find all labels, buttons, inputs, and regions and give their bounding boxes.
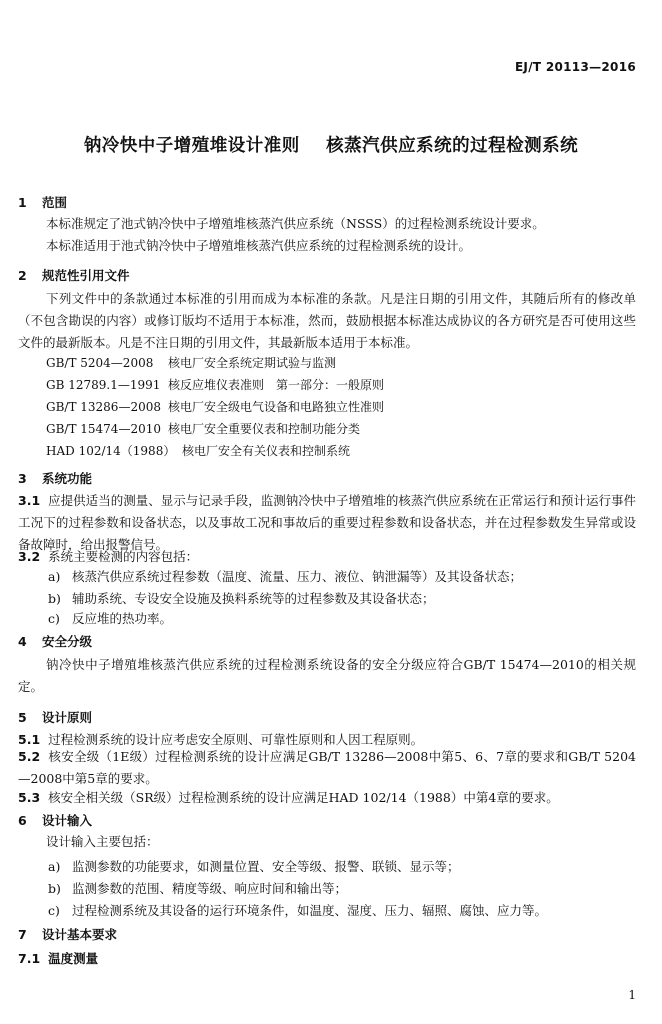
list-text: 监测参数的范围、精度等级、响应时间和输出等； xyxy=(72,881,348,896)
clause-3-2 xyxy=(18,547,198,565)
section-title: 规范性引用文件 xyxy=(42,268,130,283)
reference-title: 核电厂安全重要仪表和控制功能分类 xyxy=(168,422,361,436)
reference-code: GB/T 5204—2008 xyxy=(46,356,154,370)
section-title: 设计输入 xyxy=(42,813,93,828)
page-number: 1 xyxy=(628,988,636,1002)
reference-title: 核电厂安全系统定期试验与监测 xyxy=(168,356,337,370)
clause-text: 过程检测系统的设计应考虑安全原则、可靠性原则和人因工程原则。 xyxy=(48,732,424,747)
section-title: 设计原则 xyxy=(42,710,93,725)
clause-7-1 xyxy=(18,949,98,967)
clause-5-2 xyxy=(18,746,636,790)
section-number: 6 xyxy=(18,813,27,828)
list-text: 过程检测系统及其设备的运行环境条件，如温度、湿度、压力、辐照、腐蚀、应力等。 xyxy=(72,903,548,918)
clause-text: 核安全相关级（SR级）过程检测系统的设计应满足HAD 102/14（1988）中第4章的要求。 xyxy=(48,790,559,805)
reference-title: 核电厂安全有关仪表和控制系统 xyxy=(182,444,351,458)
list-marker: c) xyxy=(48,611,60,626)
section-number: 4 xyxy=(18,634,27,649)
section-number: 5 xyxy=(18,710,27,725)
list-marker: c) xyxy=(48,903,60,918)
list-marker: a) xyxy=(48,569,61,584)
reference-code: HAD 102/14（1988） xyxy=(46,444,176,458)
normative-references-paragraph: 下列文件中的条款通过本标准的引用而成为本标准的条款。凡是注日期的引用文件，其随后所有的修改单（不包含勘误的内容）或修订版均不适用于本标准，然而，鼓励根据本标准达成协议的各方研究是否可使用这些文件的最新版本。凡是不注日期的引用文件，其最新版本适用于本标准。 xyxy=(18,291,636,350)
list-text: 反应堆的热功率。 xyxy=(72,611,173,626)
reference-title: 核电厂安全级电气设备和电路独立性准则 xyxy=(168,400,385,414)
list-item xyxy=(48,609,172,627)
clause-5-3 xyxy=(18,788,559,806)
reference-item xyxy=(46,376,384,393)
scope-paragraph-2: 本标准适用于池式钠冷快中子增殖堆核蒸汽供应系统的过程检测系统的设计。 xyxy=(46,238,472,253)
section-5-heading xyxy=(18,708,92,726)
section-2-heading xyxy=(18,266,130,284)
list-text: 监测参数的功能要求，如测量位置、安全等级、报警、联锁、显示等； xyxy=(72,859,460,874)
clause-number: 7.1 xyxy=(18,951,41,966)
design-input-intro: 设计输入主要包括： xyxy=(46,834,159,849)
section-1-heading xyxy=(18,193,67,211)
list-item xyxy=(48,567,522,585)
section-3-heading xyxy=(18,469,92,487)
list-item xyxy=(48,901,547,919)
section-4-heading xyxy=(18,632,92,650)
list-marker: a) xyxy=(48,859,61,874)
reference-item xyxy=(46,354,336,371)
clause-number: 5.1 xyxy=(18,732,41,747)
reference-code: GB/T 13286—2008 xyxy=(46,400,161,414)
section-7-heading xyxy=(18,925,117,943)
document-title: 钠冷快中子增殖堆设计准则 核蒸汽供应系统的过程检测系统 xyxy=(83,136,579,156)
reference-item xyxy=(46,398,384,415)
section-number: 1 xyxy=(18,195,27,210)
section-title: 设计基本要求 xyxy=(42,927,118,942)
safety-classification-paragraph: 钠冷快中子增殖堆核蒸汽供应系统的过程检测系统设备的安全分级应符合GB/T 15474—2010的相关规定。 xyxy=(18,657,636,694)
scope-paragraph-1: 本标准规定了池式钠冷快中子增殖堆核蒸汽供应系统（NSSS）的过程检测系统设计要求。 xyxy=(46,216,545,231)
section-title: 系统功能 xyxy=(42,471,93,486)
list-marker: b) xyxy=(48,881,61,896)
reference-title: 核反应堆仪表准则 第一部分：一般原则 xyxy=(168,378,385,392)
list-item xyxy=(48,857,460,875)
section-number: 3 xyxy=(18,471,27,486)
reference-item xyxy=(46,442,350,459)
list-text: 辅助系统、专设安全设施及换料系统等的过程参数及其设备状态； xyxy=(72,591,435,606)
clause-number: 3.1 xyxy=(18,493,41,508)
clause-number: 5.3 xyxy=(18,790,41,805)
reference-code: GB 12789.1—1991 xyxy=(46,378,161,392)
list-item xyxy=(48,589,435,607)
clause-text: 应提供适当的测量、显示与记录手段，监测钠冷快中子增殖堆的核蒸汽供应系统在正常运行和预计运行事件工况下的过程参数和设备状态，以及事故工况和事故后的重要过程参数和设备状态，并在过程参数发生异常或设备故障时，给出报警信号。 xyxy=(18,493,636,552)
section-number: 7 xyxy=(18,927,27,942)
standard-code: EJ/T 20113—2016 xyxy=(514,60,636,74)
clause-text: 核安全级（1E级）过程检测系统的设计应满足GB/T 13286—2008中第5、6、7章的要求和GB/T 5204—2008中第5章的要求。 xyxy=(18,749,636,786)
reference-item xyxy=(46,420,360,437)
section-number: 2 xyxy=(18,268,27,283)
list-item xyxy=(48,879,347,897)
reference-code: GB/T 15474—2010 xyxy=(46,422,161,436)
clause-text: 系统主要检测的内容包括： xyxy=(48,549,199,564)
clause-number: 5.2 xyxy=(18,749,41,764)
clause-text: 温度测量 xyxy=(48,951,99,966)
clause-number: 3.2 xyxy=(18,549,41,564)
list-text: 核蒸汽供应系统过程参数（温度、流量、压力、液位、钠泄漏等）及其设备状态； xyxy=(72,569,523,584)
list-marker: b) xyxy=(48,591,61,606)
section-title: 范围 xyxy=(42,195,68,210)
section-title: 安全分级 xyxy=(42,634,93,649)
section-6-heading xyxy=(18,811,92,829)
